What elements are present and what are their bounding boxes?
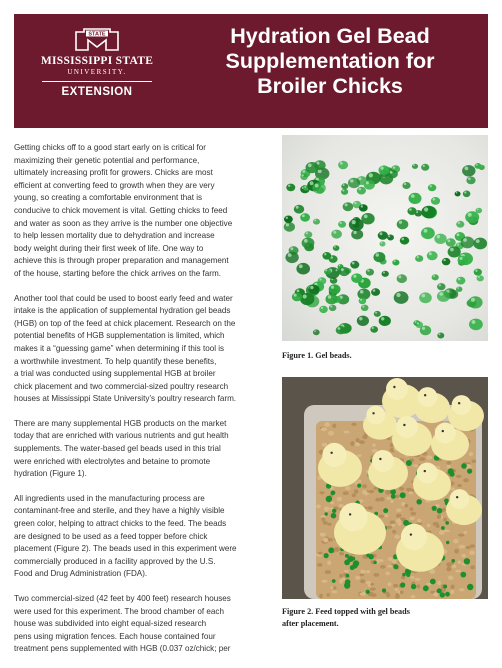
title-line: Broiler Chicks xyxy=(257,74,403,98)
body-line: Two commercial-sized (42 feet by 400 feet) research houses xyxy=(14,594,231,603)
body-line: treatment pens supplemented with HGB (0.037 oz/chick; per xyxy=(14,644,231,654)
body-line: makes it a “guessing game” when determining if this tool is xyxy=(14,343,225,353)
body-paragraph xyxy=(14,142,276,281)
body-line: house was subdivided into eight equal-sized research xyxy=(14,619,207,629)
body-line: achieve this is through proper preparation and management xyxy=(14,256,229,266)
body-line: of the house, starting before the chick arrives on the farm. xyxy=(14,268,221,278)
title-line: Supplementation for xyxy=(225,49,435,73)
figure-1-photo xyxy=(282,135,488,341)
body-line: young, so creating a comfortable environment that is xyxy=(14,193,203,203)
body-paragraph xyxy=(14,493,276,581)
body-line: hydration (Figure 1). xyxy=(14,469,87,479)
logo-mark-text: STATE xyxy=(88,31,106,38)
body-line: pens using migration fences. Each house contained four xyxy=(14,631,216,641)
body-paragraph xyxy=(14,593,276,656)
body-line: are designed to be used as a feed topper before chick xyxy=(14,531,208,541)
document-title xyxy=(184,24,476,99)
body-line: ultimately increasing profit for growers. Chicks are most xyxy=(14,168,213,178)
body-line: maximizing their genetic potential and performance, xyxy=(14,155,200,165)
body-line: Getting chicks off to a good start early on is critical for xyxy=(14,143,206,152)
body-line: chick placement and two commercial-sized poultry research xyxy=(14,381,229,391)
chicks-feed-image xyxy=(282,377,488,599)
body-line: green color, helping to attract chicks to the feed. The beads xyxy=(14,519,227,529)
body-line: were used for this experiment. The brood chamber of each xyxy=(14,606,224,616)
body-line: Food and Drug Administration (FDA). xyxy=(14,569,148,579)
figure-1-caption xyxy=(282,350,352,362)
body-line: a trial was conducted using supplemental HGB at broiler xyxy=(14,369,216,379)
body-paragraph xyxy=(14,418,276,481)
body-line: and water as soon as they arrive is the number one objective xyxy=(14,218,233,228)
msu-extension-logo xyxy=(32,28,162,114)
body-line: All ingredients used in the manufacturing process are xyxy=(14,493,205,503)
figure-2-caption-line: Figure 2. Feed topped with gel beads xyxy=(282,607,410,616)
figure-2-caption xyxy=(282,606,410,630)
body-line: today that are enriched with various nutrients and gut health xyxy=(14,431,229,441)
body-line: placement (Figure 2). The beads used in this experiment were xyxy=(14,544,237,554)
header-banner xyxy=(14,14,488,128)
logo-extension: EXTENSION xyxy=(61,86,133,98)
title-line: Hydration Gel Bead xyxy=(230,24,430,48)
body-line: a worthwhile investment. To help quantify these benefits, xyxy=(14,356,217,366)
body-line: Another tool that could be used to boost early feed and water xyxy=(14,293,233,303)
logo-name: MISSISSIPPI STATE xyxy=(40,55,154,67)
body-line: conducive to chick movement is vital. Getting chicks to feed xyxy=(14,205,228,215)
logo-divider xyxy=(42,81,152,82)
figure-2-photo xyxy=(282,377,488,599)
body-line: were enriched with electrolytes and betaine to promote xyxy=(14,456,211,466)
figure-2-caption-line: after placement. xyxy=(282,619,339,628)
body-line: (HGB) on top of the feed at chick placement. Research on the xyxy=(14,318,236,328)
body-line: commercially produced in a facility approved by the U.S. xyxy=(14,556,216,566)
body-line: houses at Mississippi State University’s poultry research farm. xyxy=(14,394,237,404)
body-line: There are many supplemental HGB products on the market xyxy=(14,418,227,428)
body-paragraph xyxy=(14,293,276,406)
body-line: contaminant-free and sterile, and they have a highly visible xyxy=(14,506,225,516)
msu-m-logo-icon xyxy=(74,28,120,52)
logo-university: UNIVERSITY. xyxy=(67,68,127,76)
body-line: efficient at converting feed to growth when they are very xyxy=(14,180,215,190)
body-line: potential benefits of HGB supplementation is limited, which xyxy=(14,331,225,341)
figure-1-caption-text: Figure 1. Gel beads. xyxy=(282,351,352,360)
gel-beads-image xyxy=(282,135,488,341)
body-line: intake is the application of supplemental hydration gel beads xyxy=(14,306,231,316)
body-line: to help lessen mortality due to dehydration and increase xyxy=(14,231,215,241)
body-line: body weight during their first week of life. One way to xyxy=(14,243,204,253)
body-line: supplements. The water-based gel beads used in this trial xyxy=(14,444,221,454)
body-text-column xyxy=(14,142,276,668)
